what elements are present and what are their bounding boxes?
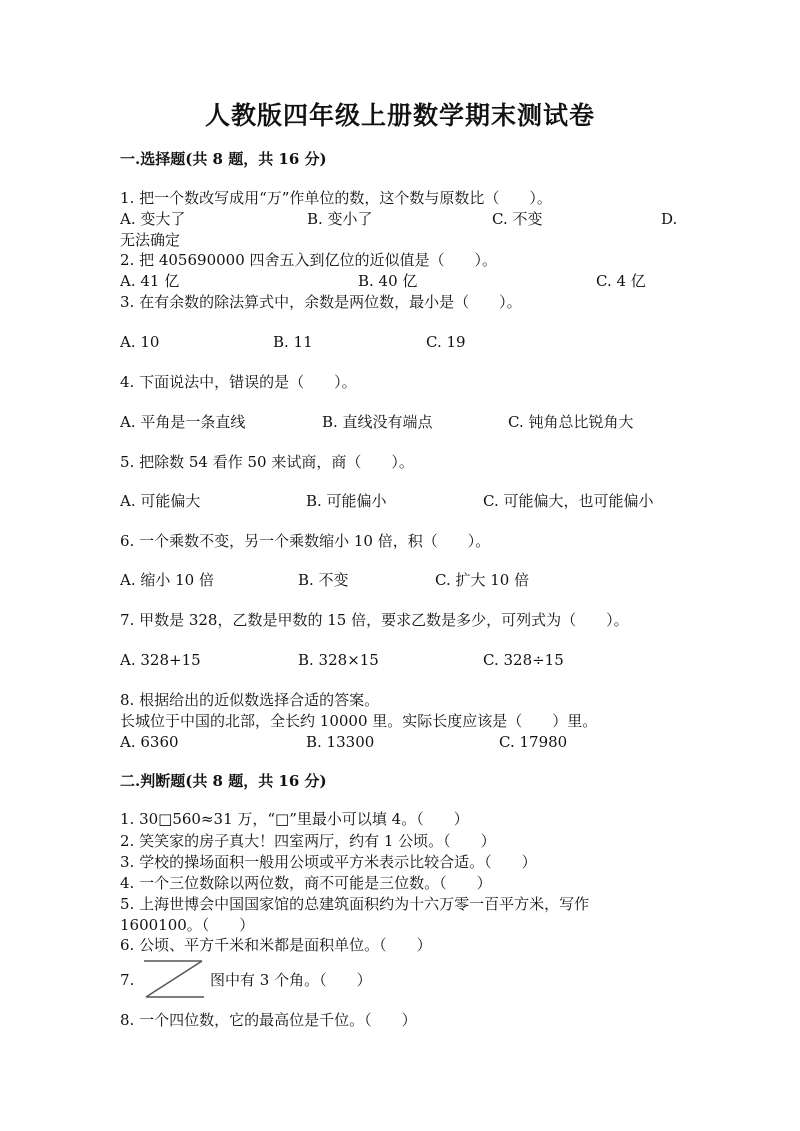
option-b: B. 变小了	[307, 210, 373, 228]
judgement-item: 图中有 3 个角。（ ）	[210, 971, 372, 989]
judgement-item: 5. 上海世博会中国国家馆的总建筑面积约为十六万零一百平方米，写作	[120, 895, 590, 913]
option-c: C. 17980	[499, 733, 568, 751]
question-stem: 6. 一个乘数不变，另一个乘数缩小 10 倍，积（ ）。	[120, 532, 491, 550]
option-c: C. 4 亿	[596, 272, 646, 290]
option-a: A. 6360	[120, 733, 179, 751]
question-stem: 8. 根据给出的近似数选择合适的答案。	[120, 691, 380, 709]
option-c: C. 可能偏大，也可能偏小	[483, 492, 654, 510]
option-d: D.	[661, 210, 678, 228]
page-title: 人教版四年级上册数学期末测试卷	[204, 101, 595, 130]
option-c: C. 扩大 10 倍	[435, 571, 530, 589]
option-b: B. 直线没有端点	[322, 413, 433, 431]
option-b: B. 不变	[298, 571, 349, 589]
option-b: B. 可能偏小	[306, 492, 387, 510]
judgement-item-continued: 1600100。（ ）	[120, 916, 255, 934]
judgement-item: 1. 30□560≈31 万，“□”里最小可以填 4。（ ）	[120, 810, 469, 828]
option-b: B. 13300	[306, 733, 375, 751]
option-c: C. 钝角总比锐角大	[508, 413, 634, 431]
question-stem: 7. 甲数是 328，乙数是甲数的 15 倍，要求乙数是多少，可列式为（ ）。	[120, 611, 629, 629]
judgement-item: 8. 一个四位数，它的最高位是千位。（ ）	[120, 1011, 417, 1029]
option-a: A. 缩小 10 倍	[120, 571, 214, 589]
option-a: A. 可能偏大	[120, 492, 201, 510]
option-c: C. 不变	[492, 210, 543, 228]
question-stem: 3. 在有余数的除法算式中，余数是两位数，最小是（ ）。	[120, 293, 522, 311]
option-a: A. 328+15	[120, 651, 201, 669]
option-b: B. 11	[273, 333, 313, 351]
section-heading-choice: 一.选择题(共 8 题，共 16 分)	[120, 150, 327, 168]
option-d-continued: 无法确定	[120, 231, 181, 249]
section-heading-judgement: 二.判断题(共 8 题，共 16 分)	[120, 772, 327, 790]
option-b: B. 328×15	[298, 651, 379, 669]
judgement-item: 3. 学校的操场面积一般用公顷或平方米表示比较合适。（ ）	[120, 853, 537, 871]
option-c: C. 19	[426, 333, 466, 351]
judgement-item-number: 7.	[120, 971, 135, 989]
question-stem: 4. 下面说法中，错误的是（ ）。	[120, 373, 357, 391]
option-a: A. 41 亿	[120, 272, 180, 290]
option-c: C. 328÷15	[483, 651, 564, 669]
angle-figure	[140, 955, 206, 1001]
option-a: A. 10	[120, 333, 160, 351]
judgement-item: 6. 公顷、平方千米和米都是面积单位。（ ）	[120, 936, 432, 954]
option-a: A. 变大了	[120, 210, 186, 228]
option-a: A. 平角是一条直线	[120, 413, 246, 431]
question-stem: 2. 把 405690000 四舍五入到亿位的近似值是（ ）。	[120, 251, 498, 269]
question-stem-continued: 长城位于中国的北部，全长约 10000 里。实际长度应该是（ ）里。	[120, 712, 598, 730]
option-b: B. 40 亿	[358, 272, 418, 290]
question-stem: 5. 把除数 54 看作 50 来试商，商（ ）。	[120, 453, 414, 471]
judgement-item: 2. 笑笑家的房子真大！四室两厅，约有 1 公顷。（ ）	[120, 832, 496, 850]
question-stem: 1. 把一个数改写成用“万”作单位的数，这个数与原数比（ ）。	[120, 189, 552, 207]
judgement-item: 4. 一个三位数除以两位数，商不可能是三位数。（ ）	[120, 874, 492, 892]
